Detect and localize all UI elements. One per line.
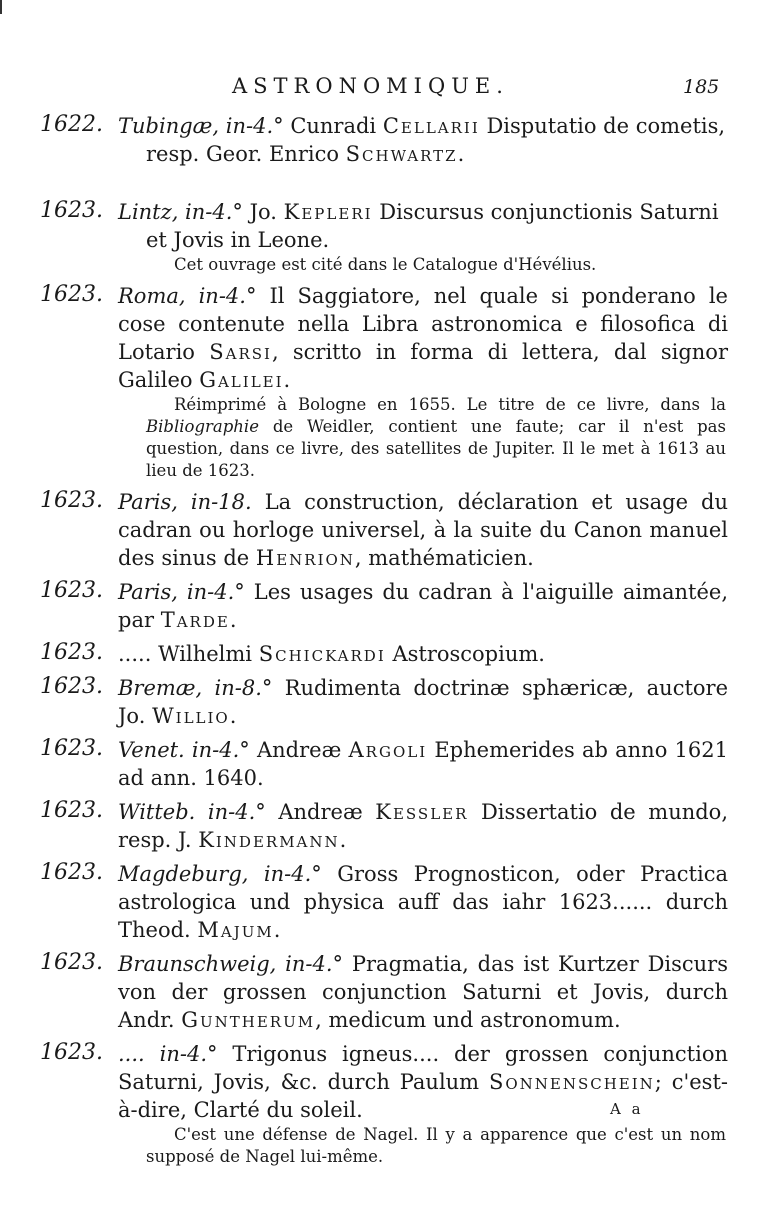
entry-prefix: Cunradi [290, 114, 377, 138]
entry-text [118, 798, 728, 854]
entry-author: Kessler [375, 800, 469, 824]
entry-year: 1623. [40, 860, 103, 885]
entry-title-rest: ; c'est-à-dire, Clarté du soleil. [118, 1070, 728, 1122]
entry-title: Astroscopium. [392, 642, 545, 666]
entry-text [118, 488, 728, 572]
entry-title: Les usages du cadran à l'aiguille aimantée, par [118, 580, 728, 632]
entry-title-rest: , mathématicien. [354, 546, 534, 570]
entry-year: 1623. [40, 488, 103, 513]
entry-year: 1623. [40, 578, 103, 603]
entry-title: Trigonus igneus.... der grossen conjunction Saturni, Jovis, &c. durch Paulum [118, 1042, 728, 1094]
entry-text [118, 282, 728, 394]
entry-continuation: et Jovis in Leone. [146, 228, 330, 252]
entry-note: Cet ouvrage est cité dans le Catalogue d'Hévélius. [174, 255, 597, 274]
entry-place: Tubingæ, in-4.° [118, 114, 284, 138]
entry-title: La construction, déclaration et usage du cadran ou horloge universel, à la suite du Canon manuel des sinus de [118, 490, 728, 570]
entry-author: Majum. [197, 918, 283, 942]
entry-place: Magdeburg, in-4.° [118, 862, 322, 886]
entry-author: Sonnenschein [488, 1070, 655, 1094]
entry-text [118, 112, 728, 168]
entry-author: Kepleri [283, 200, 373, 224]
page-header [0, 74, 766, 104]
entry-1623-lintz [0, 198, 766, 276]
entry-author-2: Galilei. [199, 368, 293, 392]
entry-title: Discursus conjunctionis Saturni [379, 200, 719, 224]
bibliography-entries [0, 112, 766, 1174]
entry-1623-trigonus [0, 1040, 766, 1168]
entry-place: Bremæ, in-8.° [118, 676, 273, 700]
entry-place: Braunschweig, in-4.° [118, 952, 344, 976]
entry-cont-author: Schwartz. [345, 142, 467, 166]
entry-title: Gross Prognosticon, oder Practica astrologica und physica auff das iahr 1623...... durch Theod. [118, 862, 728, 942]
entry-cont-text: resp. Geor. Enrico [146, 142, 339, 166]
entry-place: Venet. in-4.° [118, 738, 250, 762]
note-emphasis: Bibliographie [146, 417, 259, 436]
entry-text [118, 198, 728, 254]
page-number: 185 [683, 76, 720, 98]
entry-year: 1623. [40, 798, 103, 823]
entry-author: Henrion [255, 546, 355, 570]
entry-text [118, 860, 728, 944]
entry-author: Cellarii [382, 114, 480, 138]
entry-1623-schickard [0, 640, 766, 668]
entry-text [118, 736, 728, 792]
entry-year: 1623. [40, 640, 103, 665]
entry-author: Guntherum [181, 1008, 316, 1032]
entry-title: Disputatio de cometis, [486, 114, 726, 138]
entry-note: C'est une défense de Nagel. Il y a apparence que c'est un nom supposé de Nagel lui-même. [146, 1125, 726, 1166]
entry-title-rest: , medicum und astronomum. [315, 1008, 621, 1032]
entry-title: Il Saggiatore, nel quale si ponderano le cose contenute nella Libra astronomica e filosofica di Lotario [118, 284, 728, 364]
entry-1623-magdeburg [0, 860, 766, 944]
entry-1623-roma [0, 282, 766, 482]
entry-text [118, 578, 728, 634]
entry-author: Tarde. [160, 608, 239, 632]
entry-place: .... in-4.° [118, 1042, 218, 1066]
note-text-b: de Weidler, contient une faute; car il n'est pas question, dans ce livre, des satellites de Jupiter. Il le met à 1613 au lieu de 1623. [146, 417, 726, 480]
entry-place: Lintz, in-4.° [118, 200, 243, 224]
entry-text [118, 640, 728, 668]
entry-prefix: Andreæ [278, 800, 363, 824]
entry-author-2: Kindermann. [198, 828, 349, 852]
entry-title: Rudimenta doctrinæ sphæricæ, auctore Jo. [118, 676, 729, 728]
entry-1623-witteb [0, 798, 766, 854]
entry-1623-venet [0, 736, 766, 792]
entry-author: Argoli [348, 738, 428, 762]
entry-place: Witteb. in-4.° [118, 800, 266, 824]
running-title: ASTRONOMIQUE. [232, 74, 509, 98]
entry-prefix: Wilhelmi [158, 642, 253, 666]
entry-1622-tubingae [0, 112, 766, 168]
entry-continuation [118, 140, 728, 168]
entry-place: Paris, in-18. [118, 490, 252, 514]
entry-title-rest: , scritto in forma di lettera, dal signor Galileo [118, 340, 728, 392]
entry-prefix: Andreæ [256, 738, 342, 762]
entry-author: Willio. [152, 704, 239, 728]
entry-1623-paris-18 [0, 488, 766, 572]
entry-place: Roma, in-4.° [118, 284, 257, 308]
entry-title: Dissertatio de mundo, resp. J. [118, 800, 728, 852]
entry-place: Paris, in-4.° [118, 580, 245, 604]
entry-year: 1623. [40, 736, 103, 761]
entry-year: 1623. [40, 674, 103, 699]
entry-1623-braunschweig [0, 950, 766, 1034]
entry-year: 1623. [40, 282, 103, 307]
entry-text [118, 674, 728, 730]
entry-place: ..... [118, 642, 152, 666]
entry-title: Ephemerides ab anno 1621 ad ann. 1640. [118, 738, 728, 790]
entry-1623-bremae [0, 674, 766, 730]
signature-mark: A a [610, 1100, 644, 1118]
entry-prefix: Jo. [249, 200, 277, 224]
note-text-a: Réimprimé à Bologne en 1655. Le titre de ce livre, dans la [174, 395, 726, 414]
entry-year: 1622. [40, 112, 103, 137]
entry-author: Sarsi [209, 340, 272, 364]
entry-1623-paris-4 [0, 578, 766, 634]
entry-title: Pragmatia, das ist Kurtzer Discurs von der grossen conjunction Saturni et Jovis, durch Andr. [118, 952, 728, 1032]
entry-year: 1623. [40, 1040, 103, 1065]
entry-note [146, 394, 726, 482]
entry-text [118, 950, 728, 1034]
entry-author: Schickardi [258, 642, 386, 666]
page-edge-mark [0, 0, 2, 14]
entry-year: 1623. [40, 198, 103, 223]
entry-year: 1623. [40, 950, 103, 975]
